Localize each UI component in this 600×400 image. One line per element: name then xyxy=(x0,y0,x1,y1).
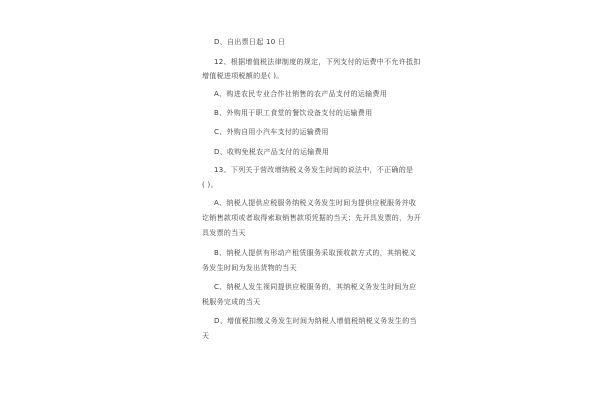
q13-option-d-line1: D、增值税扣缴义务发生时间为纳税人增值税纳税义务发生的当 xyxy=(214,317,417,325)
q12-option-b: B、外购用于职工食堂的餐饮设备支付的运输费用 xyxy=(214,109,373,117)
prev-option-d: D、自出票日起 10 日 xyxy=(214,38,286,46)
q13-stem-line1: 13、下列关于营改增纳税义务发生时间的说法中，不正确的是 xyxy=(214,166,414,174)
q13-option-b-line1: B、纳税人提供有形动产租赁服务采取预收款方式的，其纳税义 xyxy=(214,249,417,257)
q13-option-c-line1: C、纳税人发生视同提供应税服务的，其纳税义务发生时间为应 xyxy=(214,283,417,291)
q13-option-a-line3: 具发票的当天 xyxy=(202,229,246,237)
q13-stem-line2: ( )。 xyxy=(202,181,218,189)
q12-option-a: A、购进农民专业合作社销售的农产品支付的运输费用 xyxy=(214,90,387,98)
q13-option-a-line1: A、纳税人提供应税服务纳税义务发生时间为提供应税服务并收 xyxy=(214,199,417,207)
q13-option-c-line2: 税服务完成的当天 xyxy=(202,298,261,306)
q12-option-c: C、外购自用小汽车支付的运输费用 xyxy=(214,128,329,136)
q12-stem-line2: 增值税进项税额的是( )。 xyxy=(202,72,284,80)
q13-option-a-line2: 讫销售款项或者取得索取销售款项凭据的当天；先开具发票的，为开 xyxy=(202,214,421,222)
q13-option-d-line2: 天 xyxy=(202,332,210,340)
q13-option-b-line2: 务发生时间为发出货物的当天 xyxy=(202,264,297,272)
q12-stem-line1: 12、根据增值税法律制度的规定，下列支付的运费中不允许抵扣 xyxy=(214,58,421,66)
q12-option-d: D、收购免税农产品支付的运输费用 xyxy=(214,148,330,156)
